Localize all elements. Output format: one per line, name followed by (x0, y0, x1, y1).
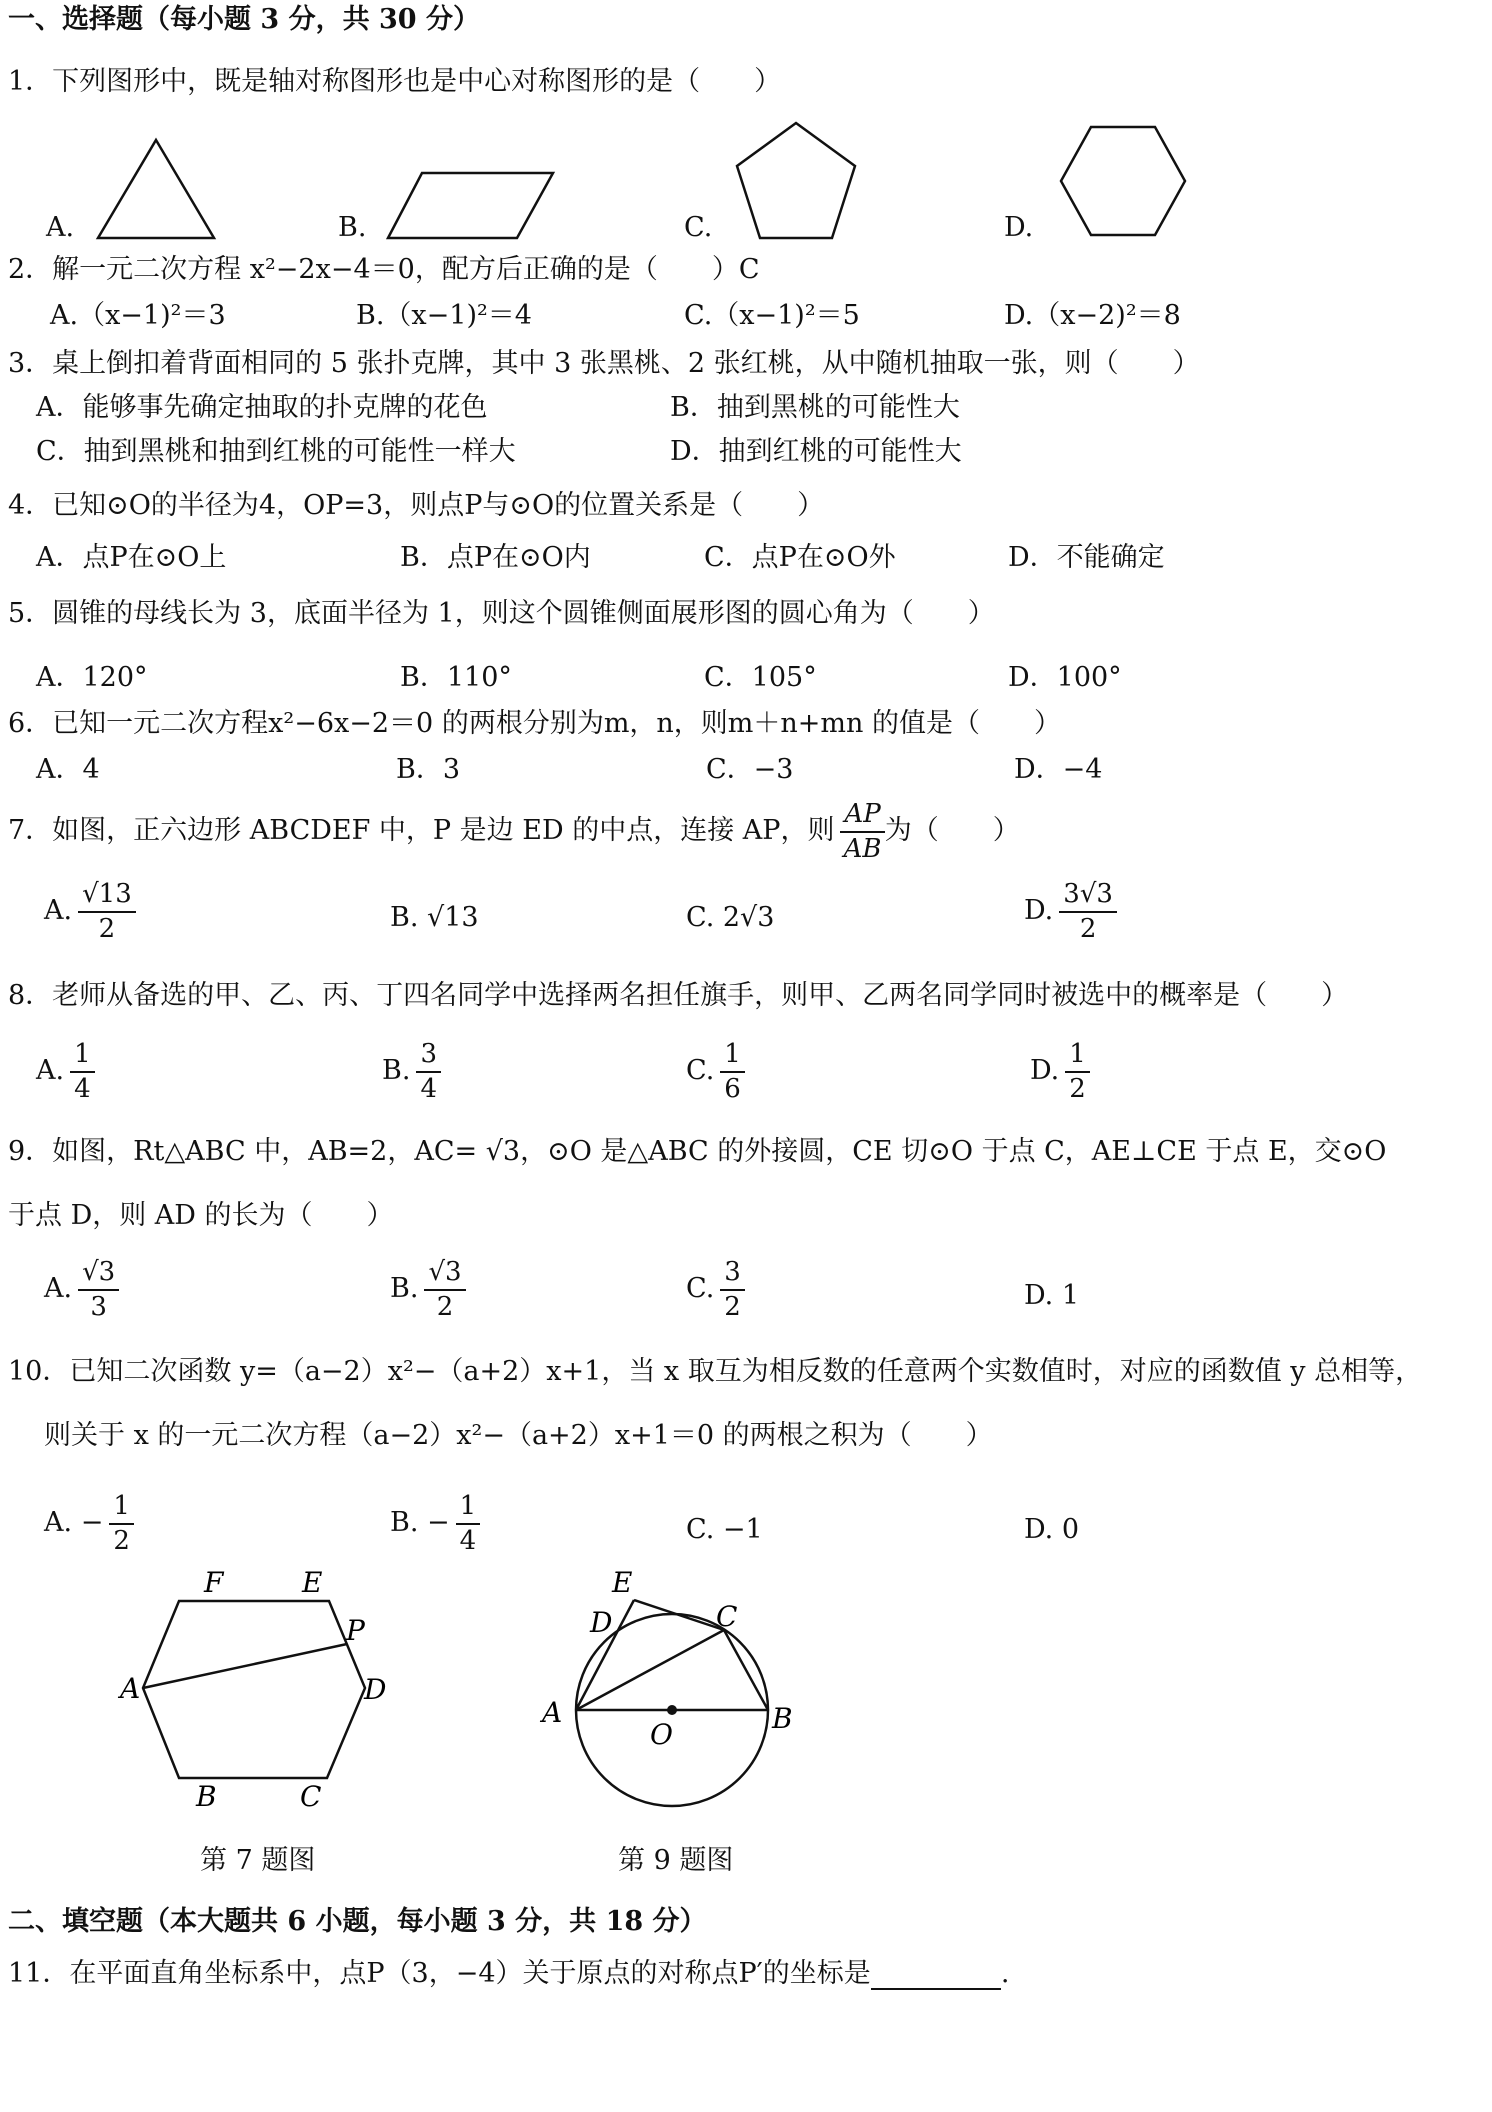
fig7-label-p: P (346, 1614, 365, 1647)
q5-option-b: B．110° (400, 662, 512, 693)
question-10-stem-line2: 则关于 x 的一元二次方程（a−2）x²−（a+2）x+1＝0 的两根之积为（ ） (44, 1420, 993, 1451)
q10-b-num: 1 (456, 1492, 481, 1525)
q9-c-den: 2 (724, 1291, 741, 1322)
question-3-stem: 3．桌上倒扣着背面相同的 5 张扑克牌，其中 3 张黑桃、2 张红桃，从中随机抽取一张，则（ ） (8, 348, 1200, 379)
q3-option-b: B．抽到黑桃的可能性大 (670, 392, 960, 423)
fig9-tangent-ce (634, 1600, 724, 1630)
q10-option-d (1024, 1514, 1079, 1546)
fig7-label-d: D (364, 1673, 387, 1706)
q6-option-a: A．4 (36, 754, 100, 785)
fig9-label-d: D (590, 1606, 613, 1639)
q8-option-a (36, 1040, 95, 1103)
q6-option-d: D．−4 (1014, 754, 1103, 785)
q7-option-a-label: A. (44, 895, 73, 927)
q9-option-a-label: A. (44, 1273, 73, 1305)
q10-option-a-label: A. (44, 1507, 73, 1539)
q8-a-den: 4 (74, 1073, 91, 1104)
q4-option-d: D．不能确定 (1008, 542, 1165, 573)
question-7-stem (8, 800, 1020, 863)
q9-option-a (44, 1258, 119, 1321)
fig9-label-o: O (650, 1718, 673, 1751)
q2-option-d: D.（x−2)²＝8 (1004, 300, 1181, 331)
q10-option-c-label: C. (686, 1514, 715, 1545)
q8-d-num: 1 (1065, 1040, 1090, 1073)
q7-frac-num: AP (840, 800, 884, 833)
question-1-stem: 1．下列图形中，既是轴对称图形也是中心对称图形的是（ ） (8, 66, 782, 97)
q8-b-den: 4 (420, 1073, 437, 1104)
q9-option-b (390, 1258, 466, 1321)
q7-option-d (1024, 880, 1117, 943)
q10-option-b (390, 1492, 480, 1555)
q5-option-a: A．120° (36, 662, 148, 693)
q10-a-sign: − (80, 1507, 104, 1539)
q9-a-den: 3 (90, 1291, 107, 1322)
fig7-segment-ap (143, 1644, 347, 1688)
q7-option-d-label: D. (1024, 895, 1054, 927)
q9-a-num: √3 (78, 1258, 119, 1291)
q3-option-d: D．抽到红桃的可能性大 (670, 436, 962, 467)
q3-option-c: C．抽到黑桃和抽到红桃的可能性一样大 (36, 436, 516, 467)
q10-option-d-label: D. (1024, 1514, 1054, 1545)
q8-d-den: 2 (1069, 1073, 1086, 1104)
q6-option-c: C．−3 (706, 754, 794, 785)
q8-option-b-label: B. (382, 1055, 411, 1087)
q9-option-b-label: B. (390, 1273, 419, 1305)
q10-option-c (686, 1514, 763, 1546)
q8-option-c-label: C. (686, 1055, 715, 1087)
q7-a-den: 2 (98, 913, 116, 944)
q8-option-b (382, 1040, 441, 1103)
q8-option-a-label: A. (36, 1055, 65, 1087)
q11-answer-blank[interactable] (871, 1964, 1001, 1990)
pentagon-icon (734, 120, 858, 242)
q8-option-d (1030, 1040, 1090, 1103)
q7-c-value: 2√3 (722, 902, 775, 933)
section-1-title: 一、选择题（每小题 3 分，共 30 分） (8, 4, 480, 35)
hexagon-icon (1058, 124, 1188, 238)
q7-ratio-fraction (840, 800, 884, 863)
q4-option-a: A．点P在⊙O上 (36, 542, 227, 573)
q7-stem-a: 7．如图，正六边形 ABCDEF 中，P 是边 ED 的中点，连接 AP，则 (8, 815, 835, 847)
question-5-stem: 5．圆锥的母线长为 3，底面半径为 1，则这个圆锥侧面展形图的圆心角为（ ） (8, 598, 995, 629)
fig9-label-b: B (772, 1702, 793, 1735)
fig7-hexagon-outline (143, 1601, 365, 1778)
q7-option-a (44, 880, 136, 943)
figure-7-hexagon (120, 1560, 410, 1830)
fig9-chord-cb (724, 1630, 768, 1710)
q9-option-d-label: D. (1024, 1280, 1054, 1311)
q8-c-den: 6 (724, 1073, 741, 1104)
triangle-icon (96, 138, 216, 242)
q7-stem-b: 为（ ） (884, 815, 1020, 847)
q1-option-c-label: C. (684, 212, 713, 243)
fig9-label-e: E (612, 1566, 633, 1599)
q10-a-den: 2 (113, 1525, 130, 1556)
q9-b-num: √3 (424, 1258, 465, 1291)
fig7-label-f: F (204, 1566, 224, 1599)
q7-option-c (686, 902, 774, 934)
q1-option-d-label: D. (1004, 212, 1034, 243)
figure-9-circle (540, 1560, 800, 1820)
q2-option-c: C.（x−1)²＝5 (684, 300, 860, 331)
q3-option-a: A．能够事先确定抽取的扑克牌的花色 (36, 392, 488, 423)
fig9-label-c: C (716, 1600, 738, 1633)
question-9-stem-line2: 于点 D，则 AD 的长为（ ） (8, 1200, 394, 1231)
figure-7-caption: 第 7 题图 (200, 1845, 316, 1876)
q1-option-a-label: A. (46, 212, 75, 243)
q4-option-c: C．点P在⊙O外 (704, 542, 896, 573)
q7-option-b (390, 902, 479, 934)
q9-b-den: 2 (436, 1291, 454, 1322)
q9-c-num: 3 (720, 1258, 745, 1291)
q5-option-c: C．105° (704, 662, 817, 693)
q7-option-b-label: B. (390, 902, 419, 933)
question-2-stem: 2．解一元二次方程 x²−2x−4＝0，配方后正确的是（ ）C (8, 254, 760, 285)
q9-d-value: 1 (1061, 1280, 1080, 1311)
q10-b-den: 4 (459, 1525, 477, 1556)
q2-option-a: A.（x−1)²＝3 (50, 300, 226, 331)
q10-option-b-label: B. (390, 1507, 419, 1539)
q4-option-b: B．点P在⊙O内 (400, 542, 591, 573)
question-9-stem-line1: 9．如图，Rt△ABC 中，AB=2，AC= √3，⊙O 是△ABC 的外接圆，CE 切⊙O 于点 C，AE⊥CE 于点 E，交⊙O (8, 1136, 1387, 1167)
section-2-title: 二、填空题（本大题共 6 小题，每小题 3 分，共 18 分） (8, 1906, 707, 1937)
q1-option-b-label: B. (338, 212, 367, 243)
q9-option-c (686, 1258, 745, 1321)
q7-option-c-label: C. (686, 902, 715, 933)
q11-end-mark: . (1000, 1958, 1010, 1989)
question-10-stem-line1: 10．已知二次函数 y=（a−2）x²−（a+2）x+1，当 x 取互为相反数的任意两个实数值时，对应的函数值 y 总相等， (8, 1356, 1423, 1387)
question-6-stem: 6．已知一元二次方程x²−6x−2＝0 的两根分别为m，n，则m＋n+mn 的值是（ ） (8, 708, 1061, 739)
q9-option-d (1024, 1280, 1079, 1312)
q8-a-num: 1 (70, 1040, 95, 1073)
q10-c-value: −1 (722, 1514, 763, 1545)
parallelogram-icon (386, 170, 556, 242)
fig9-label-a: A (542, 1696, 563, 1729)
q10-a-num: 1 (109, 1492, 134, 1525)
q8-c-num: 1 (720, 1040, 745, 1073)
fig7-label-e: E (302, 1566, 323, 1599)
q8-b-num: 3 (416, 1040, 441, 1073)
q8-option-d-label: D. (1030, 1055, 1060, 1087)
fig7-label-b: B (196, 1780, 217, 1813)
q7-a-num: √13 (78, 880, 136, 913)
q9-option-c-label: C. (686, 1273, 715, 1305)
figure-9-caption: 第 9 题图 (618, 1845, 734, 1876)
fig7-label-a: A (120, 1672, 141, 1705)
q10-d-value: 0 (1061, 1514, 1080, 1545)
q7-frac-den: AB (843, 833, 882, 864)
q7-b-value: √13 (427, 902, 479, 933)
fig9-center-dot (667, 1705, 677, 1715)
q5-option-d: D．100° (1008, 662, 1122, 693)
q6-option-b: B．3 (396, 754, 461, 785)
fig7-label-c: C (300, 1780, 322, 1813)
q7-d-den: 2 (1079, 913, 1097, 944)
question-11-stem (8, 1958, 1009, 1990)
q2-option-b: B.（x−1)²＝4 (356, 300, 532, 331)
q8-option-c (686, 1040, 745, 1103)
q11-stem-text: 11．在平面直角坐标系中，点P（3，−4）关于原点的对称点P′的坐标是 (8, 1958, 871, 1989)
question-4-stem: 4．已知⊙O的半径为4，OP=3，则点P与⊙O的位置关系是（ ） (8, 490, 825, 521)
question-8-stem: 8．老师从备选的甲、乙、丙、丁四名同学中选择两名担任旗手，则甲、乙两名同学同时被选中的概率是（ ） (8, 980, 1349, 1011)
q10-b-sign: − (427, 1507, 450, 1539)
q10-option-a (44, 1492, 134, 1555)
q7-d-num: 3√3 (1059, 880, 1117, 913)
